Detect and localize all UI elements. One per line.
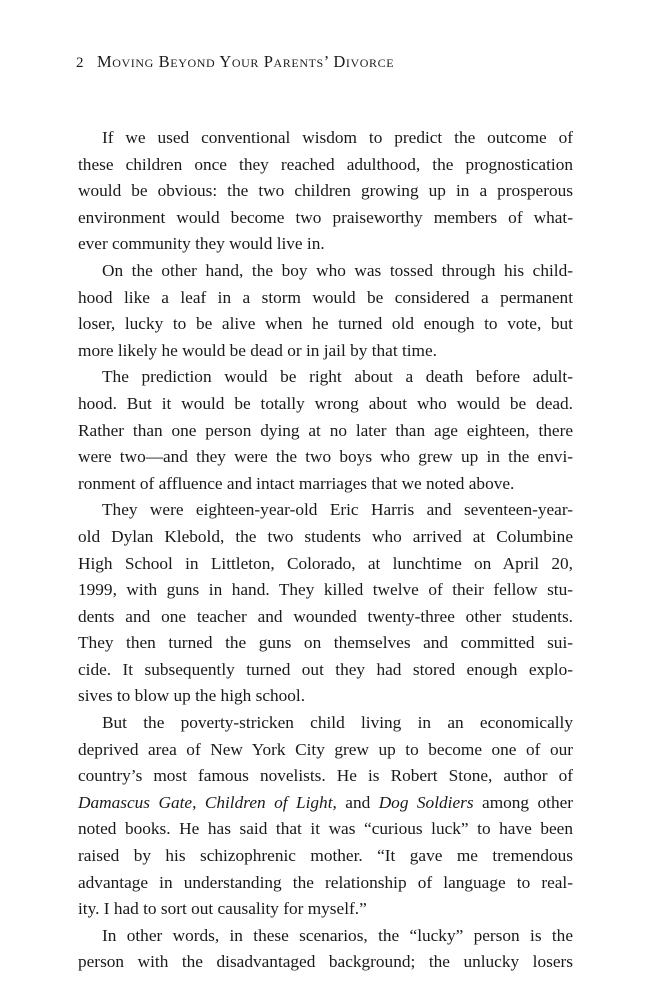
- text-line: were two—and they were the two boys who grew up in the envi-: [78, 447, 573, 467]
- text-line: hood. But it would be totally wrong about who would be dead.: [78, 393, 573, 413]
- text-line: They then turned the guns on themselves and committed sui-: [78, 633, 573, 653]
- text-line: cide. It subsequently turned out they had stored enough explo-: [78, 659, 573, 679]
- text-line: dents and one teacher and wounded twenty-three other students.: [78, 606, 573, 626]
- text-line: more likely he would be dead or in jail by that time.: [78, 340, 437, 360]
- text-line: Rather than one person dying at no later than age eighteen, there: [78, 420, 573, 440]
- text-line: environment would become two praiseworthy members of what-: [78, 207, 573, 227]
- text-line: 1999, with guns in hand. They killed twelve of their fellow stu-: [78, 580, 573, 600]
- page-number: 2: [76, 55, 85, 71]
- running-head-title: Moving Beyond Your Parents’ Divorce: [97, 52, 395, 71]
- paragraph: [78, 125, 573, 258]
- text-line: deprived area of New York City grew up to become one of our: [78, 739, 573, 759]
- paragraph: [78, 497, 573, 710]
- text-line: If we used conventional wisdom to predict the outcome of: [102, 128, 573, 147]
- text-line: On the other hand, the boy who was tossed through his child-: [102, 260, 573, 280]
- text-line: noted books. He has said that it was “curious luck” to have been: [78, 819, 573, 839]
- text-line: They were eighteen-year-old Eric Harris and seventeen-year-: [102, 500, 573, 520]
- text-line: In other words, in these scenarios, the “lucky” person is the: [102, 925, 573, 945]
- text-line: person with the disadvantaged background; the unlucky losers: [78, 952, 573, 972]
- text-line: High School in Littleton, Colorado, at lunchtime on April 20,: [78, 553, 573, 573]
- text-line: But the poverty-stricken child living in an economically: [102, 713, 573, 733]
- body-text: [78, 125, 573, 976]
- text-line: sives to blow up the high school.: [78, 686, 306, 706]
- text-line: ever community they would live in.: [78, 234, 325, 254]
- paragraph: [78, 710, 573, 923]
- text-line: these children once they reached adulthood, the prognostication: [78, 154, 573, 174]
- paragraph: [78, 364, 573, 497]
- text-line: country’s most famous novelists. He is Robert Stone, author of: [78, 766, 573, 786]
- text-line: The prediction would be right about a death before adult-: [102, 367, 573, 387]
- text-line: ronment of affluence and intact marriages that we noted above.: [78, 473, 515, 493]
- text-line: advantage in understanding the relationship of language to real-: [78, 872, 573, 892]
- text-line: hood like a leaf in a storm would be considered a permanent: [78, 287, 573, 307]
- paragraph: [78, 923, 573, 976]
- text-line: ity. I had to sort out causality for myself.”: [78, 899, 367, 919]
- text-line: would be obvious: the two children growing up in a prosperous: [78, 181, 573, 201]
- text-line: raised by his schizophrenic mother. “It gave me tremendous: [78, 846, 573, 866]
- running-head: [76, 52, 576, 73]
- text-line: Damascus Gate, Children of Light, and Dog Soldiers among other: [78, 792, 574, 812]
- text-line: old Dylan Klebold, the two students who arrived at Columbine: [78, 526, 573, 546]
- paragraph: [78, 258, 573, 364]
- text-line: loser, lucky to be alive when he turned old enough to vote, but: [78, 314, 573, 334]
